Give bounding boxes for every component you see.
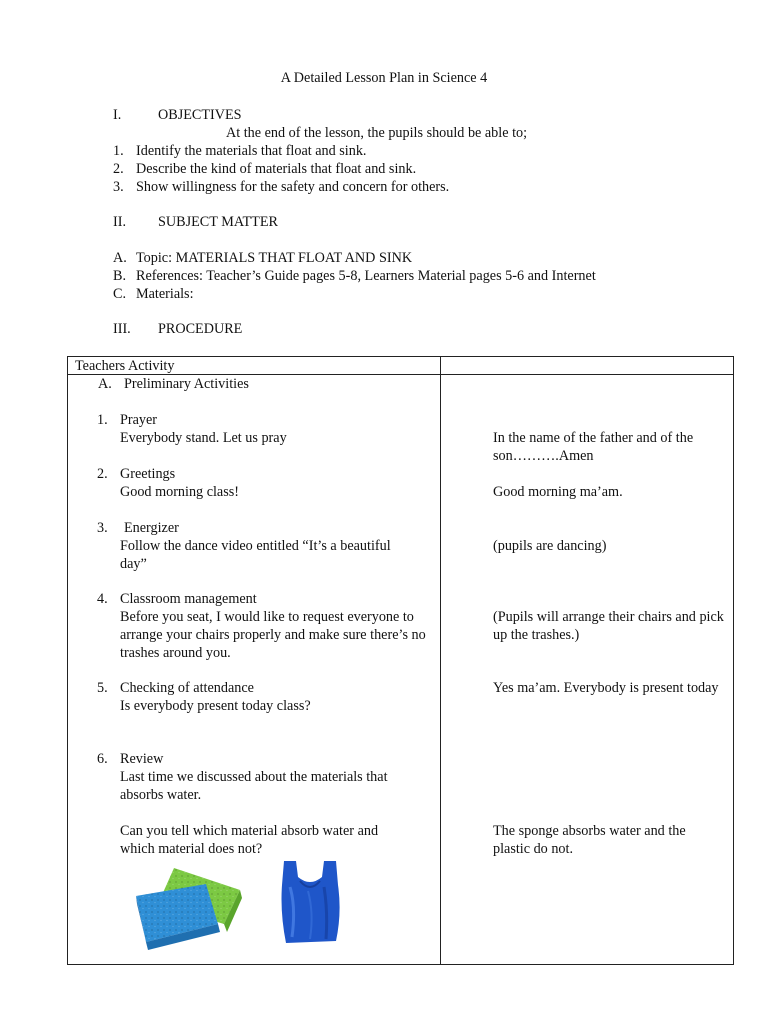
objectives-heading: OBJECTIVES xyxy=(158,107,242,123)
procedure-numeral: III. xyxy=(113,321,131,337)
step-number: 5. xyxy=(97,680,108,696)
step-title: Review xyxy=(120,751,164,767)
step-teacher-text: Is everybody present today class? xyxy=(120,698,311,714)
section-title: Preliminary Activities xyxy=(124,376,249,392)
sponge-icon xyxy=(132,862,244,952)
subject-matter-heading: SUBJECT MATTER xyxy=(158,214,278,230)
step-teacher-text: Everybody stand. Let us pray xyxy=(120,430,287,446)
subject-letter: B. xyxy=(113,268,127,284)
table-column-divider xyxy=(440,357,441,964)
review-question: Can you tell which material absorb water and which material does not? xyxy=(120,823,379,857)
review-answer: The sponge absorbs water and the plastic do not. xyxy=(493,823,686,857)
objective-number: 3. xyxy=(113,179,124,195)
step-number: 3. xyxy=(97,520,108,536)
step-teacher-text: Before you seat, I would like to request everyone to arrange your chairs properly and make sure there’s no trashes around you. xyxy=(120,609,426,661)
section-letter: A. xyxy=(98,376,112,392)
step-pupil-text: In the name of the father and of the son……….Amen xyxy=(493,430,694,464)
step-title: Checking of attendance xyxy=(120,680,254,696)
step-title: Classroom management xyxy=(120,591,257,607)
subject-materials: Materials: xyxy=(136,286,194,302)
step-teacher-text: Follow the dance video entitled “It’s a beautiful day” xyxy=(120,538,391,572)
subject-letter: A. xyxy=(113,250,127,266)
step-number: 1. xyxy=(97,412,108,428)
step-title: Greetings xyxy=(120,466,176,482)
step-title: Prayer xyxy=(120,412,158,428)
step-pupil-text: Yes ma’am. Everybody is present today xyxy=(493,680,719,696)
procedure-table xyxy=(67,356,734,965)
step-pupil-text: Good morning ma’am. xyxy=(493,484,623,500)
step-teacher-text: Last time we discussed about the materials that absorbs water. xyxy=(120,769,388,803)
objective-number: 1. xyxy=(113,143,124,159)
step-number: 2. xyxy=(97,466,108,482)
objective-item: Identify the materials that float and sink. xyxy=(136,143,367,159)
objective-item: Show willingness for the safety and concern for others. xyxy=(136,179,450,195)
objective-item: Describe the kind of materials that float and sink. xyxy=(136,161,417,177)
step-number: 6. xyxy=(97,751,108,767)
step-pupil-text: (pupils are dancing) xyxy=(493,538,607,554)
objective-number: 2. xyxy=(113,161,124,177)
page-title: A Detailed Lesson Plan in Science 4 xyxy=(280,70,488,86)
objectives-numeral: I. xyxy=(113,107,122,123)
subject-references: References: Teacher’s Guide pages 5-8, Learners Material pages 5-6 and Internet xyxy=(136,268,596,284)
step-title: Energizer xyxy=(124,520,179,536)
objectives-intro: At the end of the lesson, the pupils should be able to; xyxy=(226,125,528,141)
step-pupil-text: (Pupils will arrange their chairs and pick up the trashes.) xyxy=(493,609,724,643)
step-number: 4. xyxy=(97,591,108,607)
subject-topic: Topic: MATERIALS THAT FLOAT AND SINK xyxy=(136,250,413,266)
subject-letter: C. xyxy=(113,286,127,302)
subject-matter-numeral: II. xyxy=(113,214,126,230)
plastic-bag-icon xyxy=(278,857,342,945)
step-teacher-text: Good morning class! xyxy=(120,484,240,500)
procedure-heading: PROCEDURE xyxy=(158,321,243,337)
table-header-teacher: Teachers Activity xyxy=(75,358,175,374)
